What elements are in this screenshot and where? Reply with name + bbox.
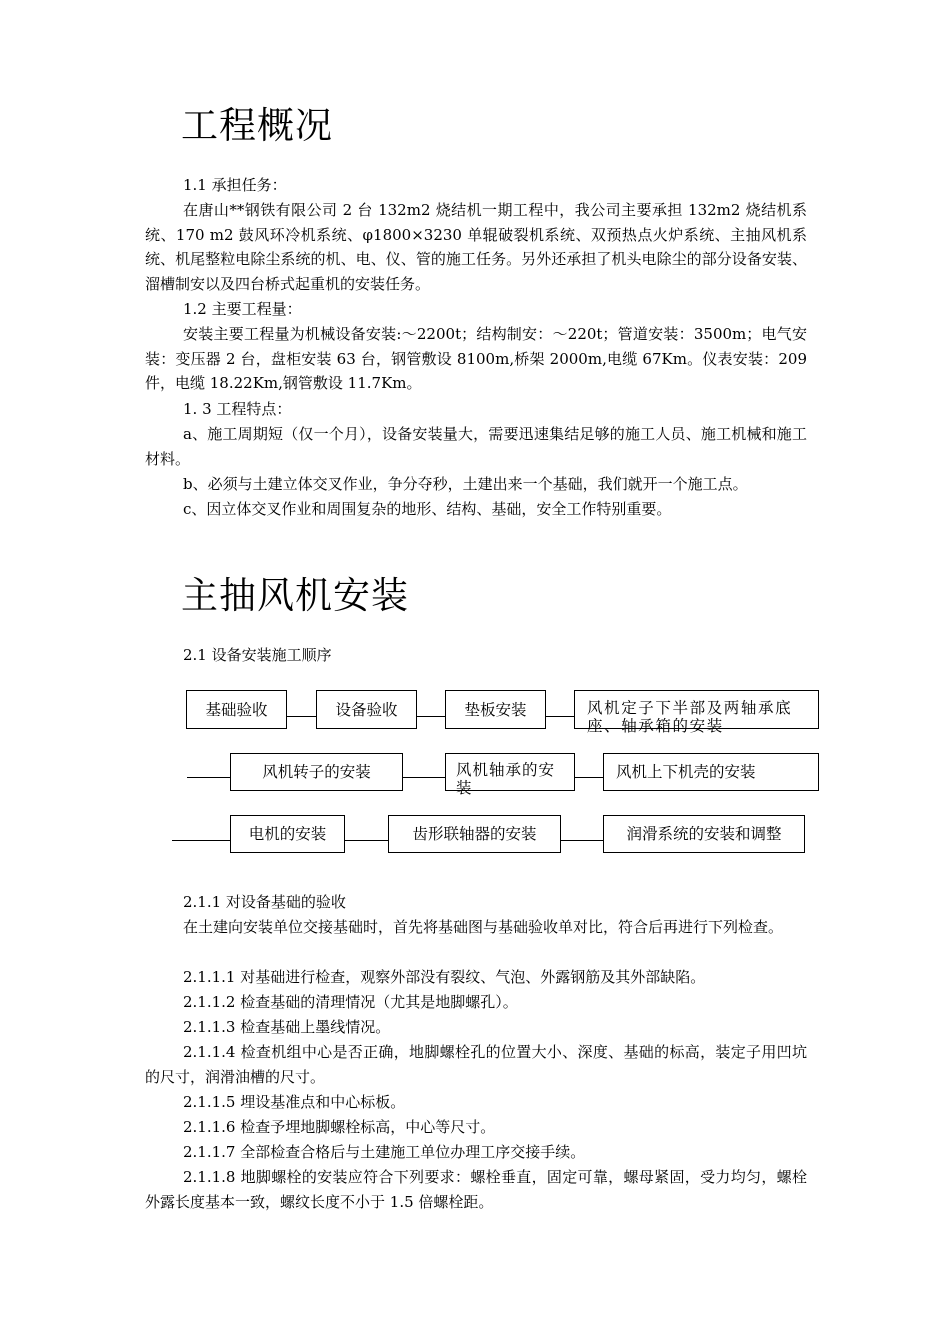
flow-step-foundation-acceptance: 基础验收 [186,690,287,729]
flow-step-equipment-acceptance: 设备验收 [316,690,417,729]
flow-connector [575,777,603,778]
flow-connector [561,840,603,841]
heading-1-2: 1.2 主要工程量： [183,300,302,318]
heading-1-3: 1. 3 工程特点： [183,400,292,418]
flow-step-bearing-install: 风机轴承的安装 [445,753,575,791]
feature-c: c、因立体交叉作业和周围复杂的地形、结构、基础，安全工作特别重要。 [183,500,672,518]
flow-step-stator-bearing-install: 风机定子下半部及两轴承底座、轴承箱的安装 [574,690,819,729]
check-item: 2.1.1.6 检查予埋地脚螺栓标高，中心等尺寸。 [183,1118,496,1136]
heading-2-1-1: 2.1.1 对设备基础的验收 [183,893,346,911]
check-item: 2.1.1.2 检查基础的清理情况（尤其是地脚螺孔）。 [183,993,518,1011]
feature-b: b、必须与土建立体交叉作业，争分夺秒，土建出来一个基础，我们就开一个施工点。 [183,475,748,493]
check-item: 2.1.1.4 检查机组中心是否正确，地脚螺栓孔的位置大小、深度、基础的标高，装定子用凹坑的尺寸，润滑油槽的尺寸。 [145,1043,807,1086]
heading-2-1: 2.1 设备安装施工顺序 [183,646,332,664]
flow-step-lubrication-install: 润滑系统的安装和调整 [603,815,805,853]
paragraph-1-1: 在唐山**钢铁有限公司 2 台 132m2 烧结机一期工程中，我公司主要承担 132m2 烧结机系统、170 m2 鼓风环冷机系统、φ1800×3230 单辊破裂机系统、双预热点火炉系统、主抽风机系统、机尾整粒电除尘系统的机、电、仪、管的施工任务。另外还承担了机头电除尘的部分设备安装、溜槽制安以及四台桥式起重机的安装任务。 [145,201,807,294]
flow-connector [172,840,230,841]
heading-1-1: 1.1 承担任务： [183,176,287,194]
flow-step-casing-install: 风机上下机壳的安装 [603,753,819,791]
flow-step-shim-install: 垫板安装 [445,690,546,729]
check-item: 2.1.1.3 检查基础上墨线情况。 [183,1018,391,1036]
check-item: 2.1.1.1 对基础进行检查，观察外部没有裂纹、气泡、外露钢筋及其外部缺陷。 [183,968,706,986]
flow-connector [287,716,316,717]
flow-connector [417,716,445,717]
flow-connector [345,840,388,841]
section-title-fan-install: 主抽风机安装 [181,574,409,617]
flow-connector [546,716,574,717]
check-item: 2.1.1.7 全部检查合格后与土建施工单位办理工序交接手续。 [183,1143,586,1161]
check-item: 2.1.1.8 地脚螺栓的安装应符合下列要求：螺栓垂直，固定可靠，螺母紧固，受力均匀，螺栓外露长度基本一致，螺纹长度不小于 1.5 倍螺栓距。 [145,1168,807,1211]
section-title-overview: 工程概况 [181,104,333,147]
flow-step-rotor-install: 风机转子的安装 [230,753,403,791]
feature-a: a、施工周期短（仅一个月），设备安装量大，需要迅速集结足够的施工人员、施工机械和施工材料。 [145,425,807,468]
paragraph-2-1-1: 在土建向安装单位交接基础时，首先将基础图与基础验收单对比，符合后再进行下列检查。 [183,918,784,936]
flow-connector [187,777,230,778]
flow-step-motor-install: 电机的安装 [230,815,345,853]
paragraph-1-2: 安装主要工程量为机械设备安装:～2200t；结构制安：～220t；管道安装：3500m；电气安装：变压器 2 台，盘柜安装 63 台，钢管敷设 8100m,桥架 2000m,电缆 67Km。仪表安装：209 件，电缆 18.22Km,钢管敷设 11.7Km。 [145,325,807,393]
flow-connector [403,777,445,778]
flow-step-coupling-install: 齿形联轴器的安装 [388,815,561,853]
check-item: 2.1.1.5 埋设基准点和中心标板。 [183,1093,406,1111]
